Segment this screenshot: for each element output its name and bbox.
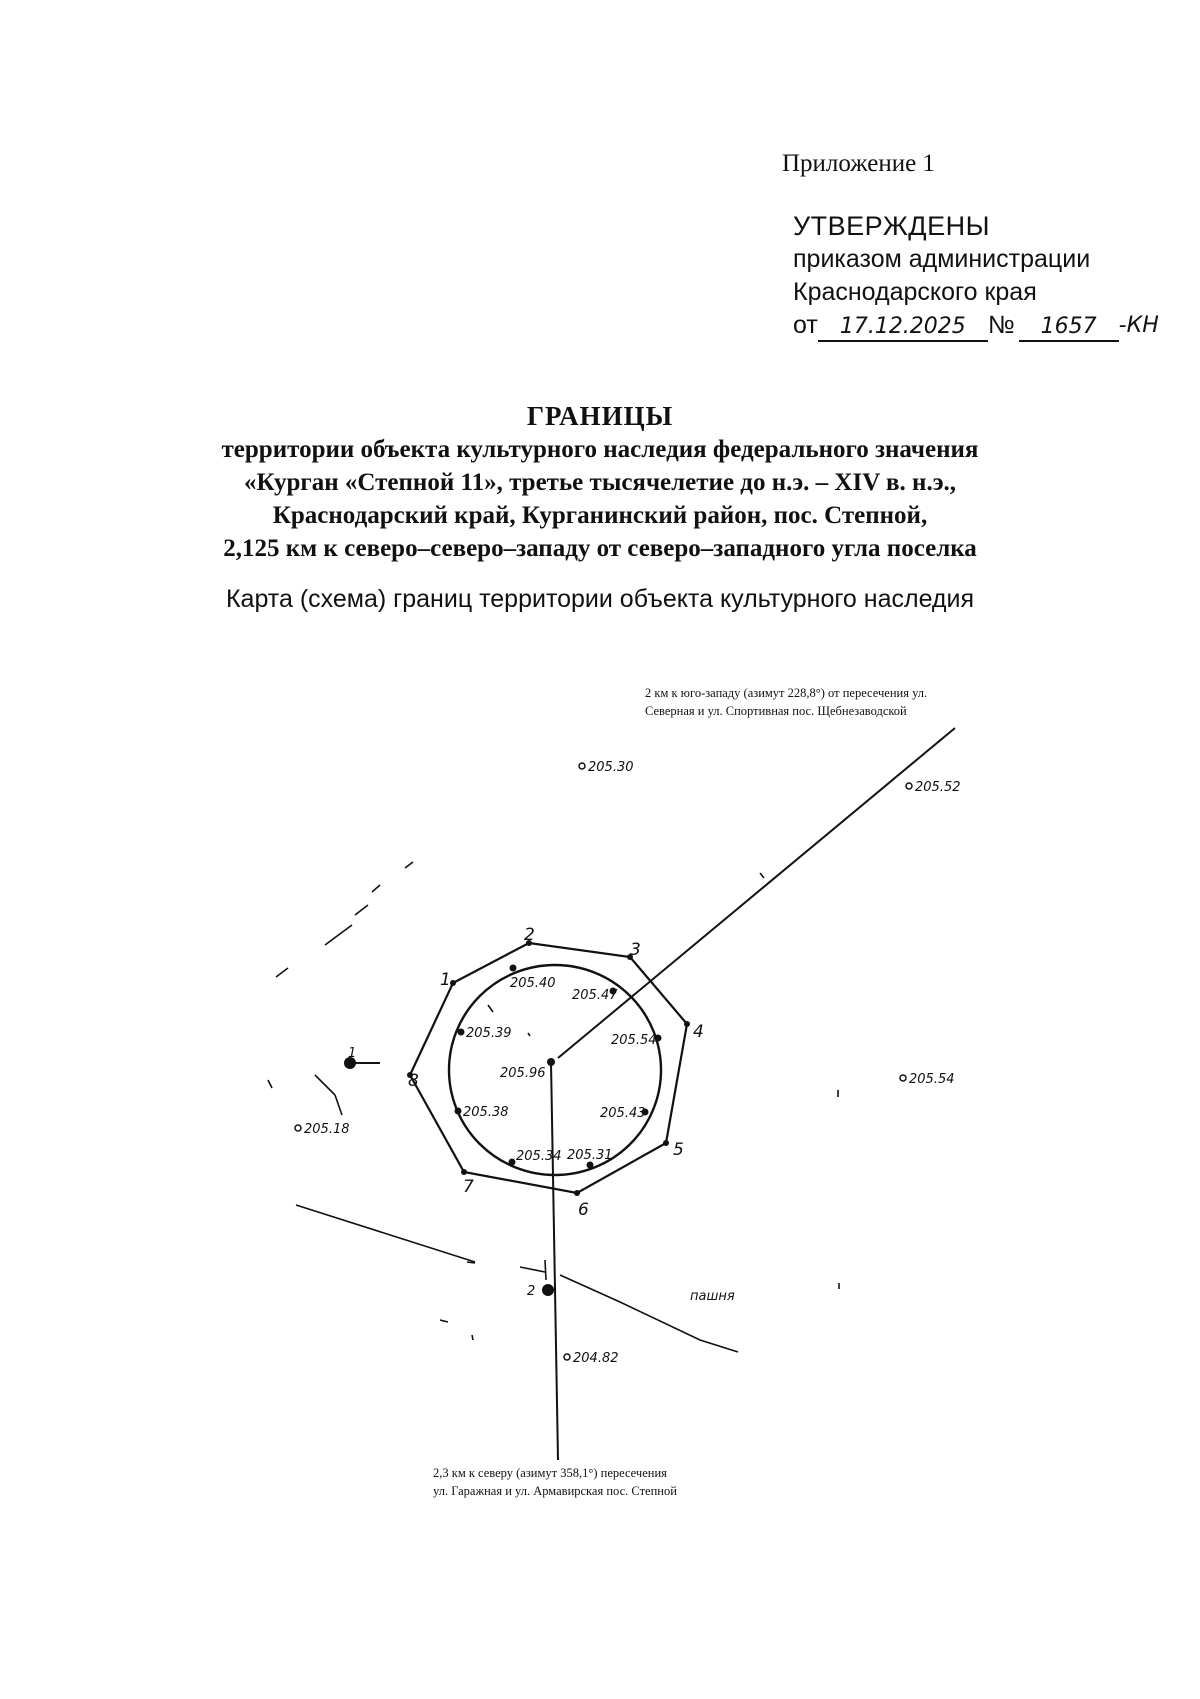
binding-note-ne-line-2: Северная и ул. Спортивная пос. Щебнезаводской — [645, 704, 907, 718]
order-date: 17.12.2025 — [818, 314, 988, 342]
vertex-label-1: 1 — [440, 970, 451, 990]
binding-note-s-line-2: ул. Гаражная и ул. Армавирская пос. Степной — [433, 1484, 677, 1498]
map-caption: Карта (схема) границ территории объекта культурного наследия — [225, 585, 975, 613]
elevation-label-contour-1: 205.40 — [510, 976, 556, 991]
elevation-label-outer-1: 205.30 — [588, 760, 634, 775]
order-number: 1657 — [1019, 314, 1119, 342]
field-label: пашня — [690, 1289, 735, 1304]
order-number-sign: № — [987, 311, 1015, 339]
order-suffix: -КН — [1118, 313, 1159, 338]
reference-point-2 — [542, 1284, 554, 1296]
heading-line-1: территории объекта культурного наследия федерального значения — [221, 436, 979, 463]
binding-note-ne-line-1: 2 км к юго-западу (азимут 228,8°) от пересечения ул. — [645, 686, 928, 700]
elevation-label-outer-3: 205.54 — [909, 1072, 955, 1087]
approved-line-1: приказом администрации — [793, 245, 1091, 273]
elevation-label-contour-2: 205.47 — [572, 988, 618, 1003]
terrain-marks — [268, 862, 839, 1340]
elevation-markers — [295, 763, 912, 1360]
vertex-label-2: 2 — [524, 925, 535, 945]
vertex-label-7: 7 — [463, 1177, 474, 1197]
reference-point-label-2: 2 — [527, 1284, 536, 1299]
elevation-label-outer-5: 204.82 — [573, 1351, 619, 1366]
mound-contour — [449, 965, 661, 1175]
elevation-label-outer-4: 205.18 — [304, 1122, 350, 1137]
vertex-label-6: 6 — [578, 1200, 589, 1220]
field-boundary-line-2 — [560, 1275, 738, 1352]
binding-line-s — [551, 1062, 558, 1460]
heading-line-4: 2,125 км к северо–северо–западу от северо–западного угла поселка — [223, 535, 977, 562]
approved-title: УТВЕРЖДЕНЫ — [793, 211, 990, 241]
elevation-label-contour-3: 205.39 — [466, 1026, 512, 1041]
elevation-label-outer-2: 205.52 — [915, 780, 961, 795]
vertex-label-4: 4 — [693, 1022, 704, 1042]
binding-note-s-line-1: 2,3 км к северу (азимут 358,1°) пересечения — [433, 1466, 667, 1480]
appendix-label: Приложение 1 — [782, 150, 935, 177]
elevation-label-contour-6: 205.38 — [463, 1105, 509, 1120]
vertex-label-8: 8 — [408, 1071, 419, 1091]
elevation-label-contour-7: 205.43 — [600, 1106, 646, 1121]
order-prefix: от — [793, 311, 818, 339]
elevation-label-contour-5: 205.96 — [500, 1066, 546, 1081]
elevation-label-contour-8: 205.34 — [516, 1149, 562, 1164]
approved-line-2: Краснодарского края — [793, 278, 1037, 306]
vertex-label-5: 5 — [673, 1140, 684, 1160]
elevation-label-contour-4: 205.54 — [611, 1033, 657, 1048]
heading-line-2: «Курган «Степной 11», третье тысячелетие до н.э. – XIV в. н.э., — [244, 469, 956, 496]
binding-line-ne — [558, 728, 955, 1058]
vertex-label-3: 3 — [630, 940, 641, 960]
heading-line-3: Краснодарский край, Курганинский район, пос. Степной, — [272, 502, 928, 529]
heading-title: ГРАНИЦЫ — [526, 401, 674, 431]
reference-point-label-1: 1 — [348, 1046, 357, 1061]
field-boundary-line — [296, 1205, 475, 1262]
elevation-label-contour-9: 205.31 — [567, 1148, 613, 1163]
